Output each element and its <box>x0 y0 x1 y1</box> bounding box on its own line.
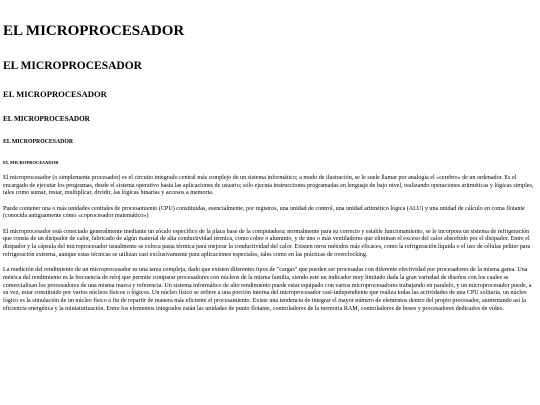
heading-level-4: EL MICROPROCESADOR <box>3 115 90 123</box>
paragraph-performance: La medición del rendimiento de un microprocesador es una tarea compleja, dado que existen diferentes tipos de "cargas" que pueden ser procesadas con diferente efectividad por procesadores de la misma gama. Una métrica del rendimiento es la frecuencia de reloj que permite comparar procesadores con núcleos de la misma familia, siendo este un indicador muy limitado dada la gran variedad de diseños con los cuales se comercializan los procesadores de una misma marca y referencia. Un sistema informático de alto rendimiento puede estar equipado con varios microprocesadores trabajando en paralelo, y un microprocesador puede, a su vez, estar constituido por varios núcleos físicos o lógicos. Un núcleo físico se refiere a una porción interna del microprocesador casi-independiente que realiza todas las actividades de una CPU solitaria, un núcleo lógico es la simulación de un núcleo físico a fin de repartir de manera más eficiente el procesamiento. Existe una tendencia de integrar el mayor número de elementos dentro del propio procesador, aumentando así la eficiencia energética y la miniaturización. Entre los elementos integrados están las unidades de punto flotante, controladores de la memoria RAM, controladores de buses y procesadores dedicados de vídeo. <box>3 267 532 312</box>
article-body <box>3 175 536 321</box>
paragraph-definition: El microprocesador (o simplemente procesador) es el circuito integrado central más complejo de un sistema informático; a modo de ilustración, se le suele llamar por analogía el «cerebro» de un ordenador. Es el encargado de ejecutar los programas, desde el sistema operativo hasta las aplicaciones de usuario; sólo ejecuta instrucciones programadas en lenguaje de bajo nivel, realizando operaciones aritméticas y lógicas simples, tales como sumar, restar, multiplicar, dividir, las lógicas binarias y accesos a memoria. <box>3 175 534 197</box>
paragraph-cooling: El microprocesador está conectado generalmente mediante un zócalo específico de la placa base de la computadora; normalmente para su correcto y estable funcionamiento, se le incorpora un sistema de refrigeración que consta de un disipador de calor, fabricado de algún material de alta conductividad térmica, como cobre o aluminio, y de uno o más ventiladores que eliminan el exceso del calor absorbido por el disipador. Entre el disipador y la cápsula del microprocesador usualmente se coloca pasta térmica para mejorar la conductividad del calor. Existen otros métodos más eficaces, como la refrigeración líquida o el uso de células peltier para refrigeración extrema, aunque estas técnicas se utilizan casi exclusivamente para aplicaciones especiales, tales como en las prácticas de overclocking. <box>3 228 531 258</box>
heading-level-6: EL MICROPROCESADOR <box>3 160 59 165</box>
heading-level-2: EL MICROPROCESADOR <box>3 60 142 72</box>
heading-level-3: EL MICROPROCESADOR <box>3 89 107 99</box>
heading-level-5: EL MICROPROCESADOR <box>3 139 74 145</box>
paragraph-cpu-units: Puede contener una o más unidades centrales de procesamiento (CPU) constituidas, esencialmente, por registros, una unidad de control, una unidad aritmético lógica (ALU) y una unidad de cálculo en coma flotante (conocida antiguamente como «coprocesador matemático») <box>3 205 525 220</box>
heading-level-1: EL MICROPROCESADOR <box>3 23 185 39</box>
